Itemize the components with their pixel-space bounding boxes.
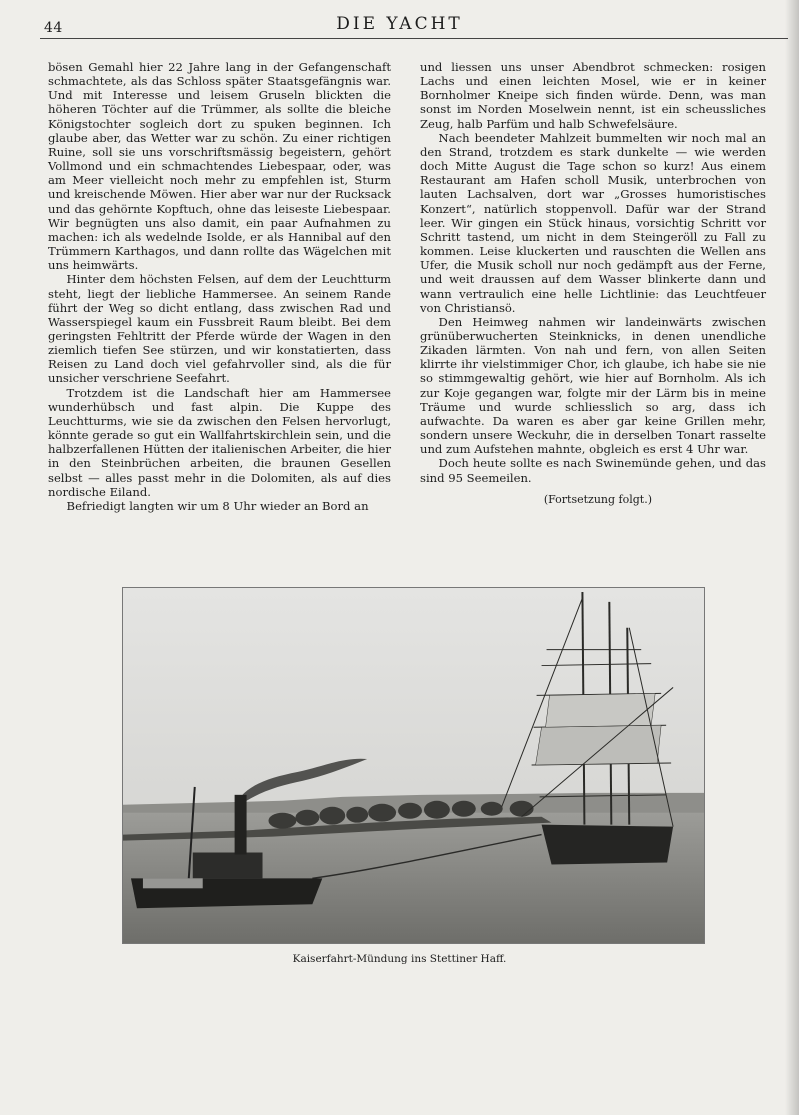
harbor-photograph — [122, 587, 705, 944]
paragraph: Befriedigt langten wir um 8 Uhr wieder an Bord an — [66, 498, 369, 513]
right-text-column — [420, 60, 766, 507]
paragraph: bösen Gemahl hier 22 Jahre lang in der Gefangenschaft schmachtete, als das Schloss später Staatsgefängnis war. Und mit Interesse und leisem Gruseln blickten die höheren Töchter auf die Trümmer, als sollte die bleiche Königstochter sogleich dort zu spuken beginnen. Ich glaube aber, das Wetter war zu schön. Zu einer richtigen Ruine, soll sie uns vorschriftsmässig begeistern, gehört Vollmond und ein schmachtendes Liebespaar, oder, was am Meer vielleicht noch mehr zu empfehlen ist, Sturm und kreischende Möwen. Hier aber war nur der Rucksack und das gehörnte Kopftuch, ohne das leiseste Liebespaar. Wir begnügten uns also damit, ein paar Aufnahmen zu machen: ich als wedelnde Isolde, er als Hannibal auf den Trümmern Karthagos, und dann rollte das Wägelchen mit uns heimwärts. — [48, 60, 391, 273]
continued-note: (Fortsetzung folgt.) — [543, 492, 652, 506]
header-rule — [40, 38, 788, 39]
paragraph: und liessen uns unser Abendbrot schmecken: rosigen Lachs und einen leichten Mosel, wie er in keiner Bornholmer Kneipe sich finden würde. Denn, was man sonst im Norden Moselwein nennt, ist ein scheussliches Zeug, halb Parfüm und halb Schwefelsäure. — [420, 60, 766, 131]
page-edge-shadow — [785, 0, 799, 1115]
paragraph: Hinter dem höchsten Felsen, auf dem der Leuchtturm steht, liegt der liebliche Hammersee. An seinem Rande führt der Weg so dicht entlang, dass zwischen Rad und Wasserspiegel kaum ein Fussbreit Raum bleibt. Bei dem geringsten Fehltritt der Pferde würde der Wagen in den ziemlich tiefen See stürzen, und wir konstatierten, dass Reisen zu Land doch viel gefahrvoller sind, als die für unsicher verschriene Seefahrt. — [48, 272, 391, 386]
page-number: 44 — [44, 20, 63, 36]
paragraph: Trotzdem ist die Landschaft hier am Hammersee wunderhübsch und fast alpin. Die Kuppe des Leuchtturms, wie sie da zwischen den Felsen hervorlugt, könnte gerade so gut ein Wallfahrtskirchlein sein, und die halbzerfallenen Hütten der italienischen Arbeiter, die hier in den Steinbrüchen arbeiten, die braunen Gesellen selbst — alles passt mehr in die Dolomiten, als auf dies nordische Eiland. — [48, 385, 391, 499]
paragraph: Nach beendeter Mahlzeit bummelten wir noch mal an den Strand, trotzdem es stark dunkelte — wie werden doch Mitte August die Tage schon so kurz! Aus einem Restaurant am Hafen scholl Musik, unterbrochen von lauten Lachsalven, dort war „Grosses humoristisches Konzert“, natürlich stoppenvoll. Dafür war der Strand leer. Wir gingen ein Stück hinaus, vorsichtig Schritt vor Schritt tastend, um nicht in dem Steingeröll zu Fall zu kommen. Leise kluckerten und rauschten die Wellen ans Ufer, die Musik scholl nur noch gedämpft aus der Ferne, und weit draussen auf dem Wasser blinkerte dann und wann vertraulich eine helle Lichtlinie: das Leuchtfeuer von Christiansö. — [420, 130, 766, 315]
paragraph: Doch heute sollte es nach Swinemünde gehen, und das sind 95 Seemeilen. — [420, 456, 766, 485]
running-title: DIE YACHT — [336, 14, 463, 34]
paragraph: Den Heimweg nahmen wir landeinwärts zwischen grünüberwucherten Steinknicks, in denen unendliche Zikaden lärmten. Von nah und fern, von allen Seiten klirrte ihr vielstimmiger Chor, ich glaube, ich habe sie nie so stimmgewaltig gehört, wie hier auf Bornholm. Als ich zur Koje gegangen war, folgte mir der Lärm bis in meine Träume und wurde schliesslich so arg, dass ich aufwachte. Da waren es aber gar keine Grillen mehr, sondern unsere Weckuhr, die in derselben Tonart rasselte und zum Aufstehen mahnte, obgleich es erst 4 Uhr war. — [420, 314, 766, 457]
left-text-column — [48, 60, 391, 513]
figure-caption: Kaiserfahrt-Mündung ins Stettiner Haff. — [292, 953, 507, 965]
photo-illustration — [123, 588, 704, 943]
